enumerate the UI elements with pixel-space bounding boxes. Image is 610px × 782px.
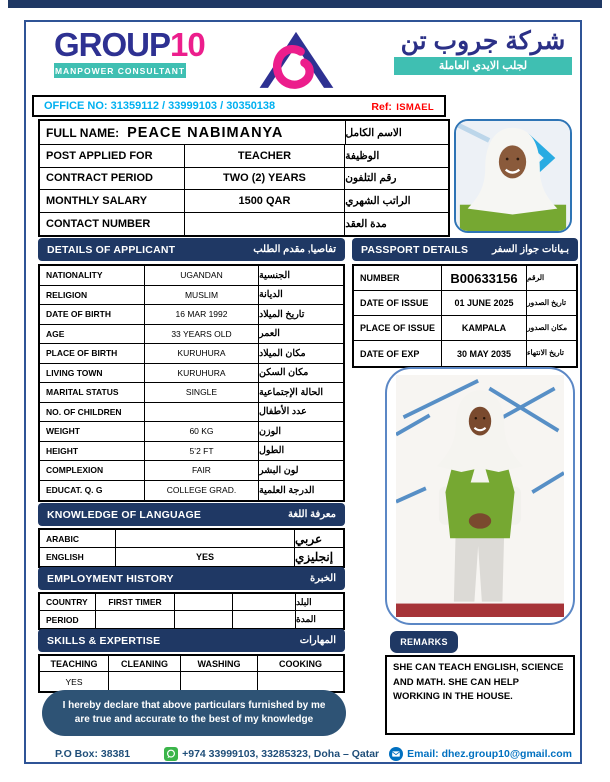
field-label: MARITAL STATUS <box>40 383 145 402</box>
field-label-arabic: الديانة <box>259 289 283 301</box>
field-label-arabic: المدة <box>296 614 316 624</box>
office-number-text: OFFICE NO: 31359112 / 33999103 / 30350138 <box>44 100 276 112</box>
details-section-header <box>38 238 345 261</box>
skill-value <box>258 672 343 691</box>
passport-section-header <box>352 238 578 261</box>
section-title-arabic: معرفة اللغة <box>288 509 336 520</box>
drop-logo-icon <box>254 26 338 92</box>
field-value: 01 JUNE 2025 <box>442 291 527 315</box>
table-row <box>40 611 343 628</box>
applicant-summary-table <box>38 119 450 237</box>
employment-section-header <box>38 567 345 590</box>
details-table <box>38 264 345 502</box>
full-name-cell <box>40 121 346 144</box>
headshot-illustration <box>456 121 570 231</box>
field-value: FAIR <box>145 461 259 480</box>
full-name-label-arabic: الاسم الكامل <box>345 126 402 139</box>
company-name-arabic: شركة جروب تن <box>400 27 566 55</box>
section-title-arabic: المهارات <box>299 635 336 646</box>
applicant-headshot-photo <box>454 119 572 233</box>
field-label: NO. OF CHILDREN <box>40 403 145 422</box>
language-table <box>38 528 345 568</box>
column-header: TEACHING <box>40 656 109 671</box>
field-label-arabic: العمر <box>259 328 280 340</box>
column-header: COOKING <box>278 658 322 669</box>
field-label-arabic: تاريخ الصدور <box>527 297 567 307</box>
section-title: KNOWLEDGE OF LANGUAGE <box>47 508 202 521</box>
field-label: WEIGHT <box>40 422 145 441</box>
field-value: 33 YEARS OLD <box>145 325 259 344</box>
field-label-arabic: الجنسية <box>259 269 290 281</box>
field-value <box>145 403 259 422</box>
footer <box>26 742 580 766</box>
field-label: COMPLEXION <box>40 461 145 480</box>
field-label: DATE OF BIRTH <box>40 305 145 324</box>
field-label: RELIGION <box>40 286 145 305</box>
field-label-arabic: الراتب الشهري <box>345 194 411 207</box>
field-label-arabic: الوظيفة <box>345 149 380 162</box>
table-row <box>40 672 343 691</box>
skill-value: YES <box>40 672 109 691</box>
table-row <box>40 383 343 403</box>
field-value <box>175 594 233 610</box>
field-label: EDUCAT. Q. G <box>40 481 145 501</box>
full-name-label: FULL NAME: <box>46 125 120 140</box>
remarks-header: REMARKS <box>390 631 458 653</box>
passport-table <box>352 264 578 368</box>
email-text: Email: dhez.group10@gmail.com <box>407 748 572 760</box>
field-label-arabic: تاريخ الميلاد <box>259 308 305 320</box>
field-label: ARABIC <box>40 530 116 547</box>
field-label-arabic: عدد الأطفال <box>259 406 307 418</box>
logo-text <box>54 26 205 63</box>
company-subtitle-arabic: لجلب الايدي العاملة <box>394 57 572 75</box>
field-label-arabic: مكان السكن <box>259 367 309 379</box>
field-label: DATE OF ISSUE <box>354 291 442 315</box>
ref-label: Ref: <box>371 101 392 113</box>
office-number-bar <box>32 95 446 117</box>
section-title: EMPLOYMENT HISTORY <box>47 572 174 585</box>
field-label-arabic: إنجليزي <box>295 550 334 564</box>
fullbody-photo-frame <box>396 375 564 617</box>
field-label: ENGLISH <box>40 548 116 566</box>
section-title: PASSPORT DETAILS <box>361 243 469 256</box>
table-row <box>40 190 448 213</box>
logo-group-text: GROUP <box>54 26 171 63</box>
field-label: NUMBER <box>354 266 442 290</box>
reference <box>371 97 434 115</box>
field-value: KURUHURA <box>145 344 259 363</box>
phone-contact <box>164 747 379 761</box>
field-label-arabic: الرقم <box>527 272 545 282</box>
table-row <box>354 316 576 341</box>
field-label: HEIGHT <box>40 442 145 461</box>
table-row <box>40 266 343 286</box>
table-row <box>40 121 448 145</box>
field-label: LIVING TOWN <box>40 364 145 383</box>
table-row <box>40 213 448 236</box>
field-label: POST APPLIED FOR <box>40 145 185 167</box>
field-value: KURUHURA <box>145 364 259 383</box>
field-label: PLACE OF BIRTH <box>40 344 145 363</box>
table-row <box>40 481 343 501</box>
field-label-arabic: الحالة الإجتماعية <box>259 386 323 398</box>
table-row <box>40 286 343 306</box>
field-label: MONTHLY SALARY <box>40 190 185 212</box>
table-row <box>40 305 343 325</box>
email-contact <box>389 747 572 761</box>
table-row <box>40 145 448 168</box>
language-section-header <box>38 503 345 526</box>
field-value <box>233 594 296 610</box>
field-value: MUSLIM <box>145 286 259 305</box>
field-value <box>116 530 295 547</box>
passport-number: B00633156 <box>442 266 527 290</box>
table-row <box>40 530 343 548</box>
table-row <box>40 594 343 611</box>
company-name-arabic-block <box>394 26 572 75</box>
field-label: AGE <box>40 325 145 344</box>
field-label-arabic: الطول <box>259 445 285 457</box>
document-frame <box>24 20 582 764</box>
table-row <box>40 461 343 481</box>
field-label-arabic: مدة العقد <box>345 217 387 230</box>
remarks-text-box: SHE CAN TEACH ENGLISH, SCIENCE AND MATH. SHE CAN HELP WORKING IN THE HOUSE. <box>385 655 575 735</box>
field-label: NATIONALITY <box>40 266 145 285</box>
field-value: COLLEGE GRAD. <box>145 481 259 501</box>
full-name-value: PEACE NABIMANYA <box>127 124 284 141</box>
field-label-arabic: عربي <box>295 531 323 546</box>
field-value: SINGLE <box>145 383 259 402</box>
field-label: PLACE OF ISSUE <box>354 316 442 340</box>
field-value: 5’2 FT <box>145 442 259 461</box>
column-header: CLEANING <box>109 656 181 671</box>
ref-value: ISMAEL <box>396 102 434 113</box>
field-value <box>185 213 346 236</box>
email-icon <box>389 747 403 761</box>
field-value: TWO (2) YEARS <box>185 168 346 190</box>
top-navy-strip <box>8 0 602 8</box>
table-row <box>354 341 576 366</box>
whatsapp-icon <box>164 747 178 761</box>
field-label-arabic: لون البشر <box>259 464 299 476</box>
field-label: CONTACT NUMBER <box>40 213 185 236</box>
field-value: KAMPALA <box>442 316 527 340</box>
table-row <box>40 548 343 566</box>
applicant-fullbody-photo <box>385 367 575 625</box>
field-label: DATE OF EXP <box>354 341 442 366</box>
table-row <box>40 344 343 364</box>
skill-value <box>109 672 181 691</box>
table-row <box>40 403 343 423</box>
field-value: 16 MAR 1992 <box>145 305 259 324</box>
field-label-arabic: البلد <box>296 596 312 607</box>
phone-text: +974 33999103, 33285323, Doha – Qatar <box>182 748 380 760</box>
table-row <box>40 325 343 345</box>
logo-ten-text: 10 <box>170 26 205 63</box>
field-value: 1500 QAR <box>185 190 346 212</box>
field-label-arabic: مكان الميلاد <box>259 347 306 359</box>
logo-subtitle: MANPOWER CONSULTANT <box>54 63 186 78</box>
field-label: CONTRACT PERIOD <box>40 168 185 190</box>
field-value: YES <box>116 548 295 566</box>
table-row <box>40 168 448 191</box>
field-value: 30 MAY 2035 <box>442 341 527 366</box>
section-title-arabic: بـيانات جواز السفر <box>492 244 569 255</box>
field-label-arabic: رقم التلفون <box>345 172 397 185</box>
field-value <box>233 611 296 628</box>
fullbody-illustration <box>396 375 564 617</box>
column-header: WASHING <box>181 656 258 671</box>
table-row <box>354 266 576 291</box>
field-value <box>175 611 233 628</box>
skill-value <box>181 672 258 691</box>
field-label-arabic: الوزن <box>259 425 282 437</box>
table-row <box>354 291 576 316</box>
section-title-arabic: تفاصيا, مقدم الطلب <box>253 244 336 255</box>
po-box-text: P.O Box: 38381 <box>55 748 131 760</box>
field-label: PERIOD <box>40 611 96 628</box>
field-value <box>96 611 175 628</box>
company-logo <box>54 26 205 78</box>
section-title-arabic: الخبرة <box>309 573 336 584</box>
section-title: DETAILS OF APPLICANT <box>47 243 176 256</box>
table-row <box>40 364 343 384</box>
table-header-row <box>40 656 343 672</box>
skills-table <box>38 654 345 693</box>
skills-section-header <box>38 629 345 652</box>
declaration-pill: I hereby declare that above particulars furnished by me are true and accurate to the best of my knowledge <box>42 690 346 736</box>
table-row <box>40 442 343 462</box>
field-value: 60 KG <box>145 422 259 441</box>
employment-table <box>38 592 345 630</box>
field-value: UGANDAN <box>145 266 259 285</box>
section-title: SKILLS & EXPERTISE <box>47 634 161 647</box>
table-row <box>40 422 343 442</box>
field-label-arabic: تاريخ الانتهاء <box>527 348 564 358</box>
field-label-arabic: مكان الصدور <box>527 322 568 332</box>
field-label: COUNTRY <box>40 594 96 610</box>
field-label-arabic: الدرجة العلمية <box>259 484 315 496</box>
field-value: FIRST TIMER <box>96 594 175 610</box>
field-value: TEACHER <box>185 145 346 167</box>
